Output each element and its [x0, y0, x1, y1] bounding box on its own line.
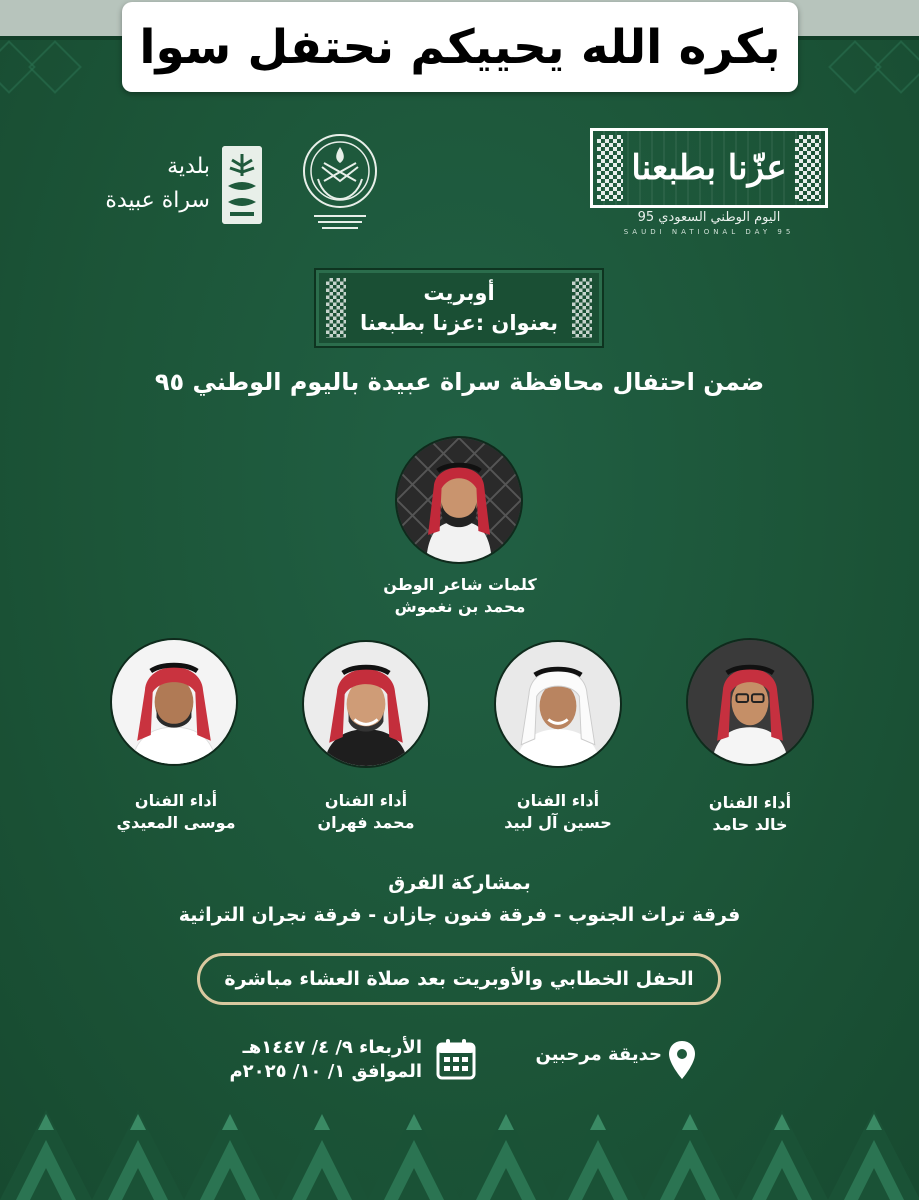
artist-caption: [660, 792, 840, 836]
decor-diamond: [28, 40, 82, 94]
artist-role: أداء الفنان: [516, 791, 600, 810]
poet-caption: [360, 574, 560, 618]
checker-pattern: [326, 278, 346, 338]
date-block: [210, 1036, 476, 1086]
municipality-emblem-icon: [222, 146, 262, 224]
event-subtitle: ضمن احتفال محافظة سراة عبيدة باليوم الوطني ٩٥: [154, 368, 765, 396]
time-note-pill: [197, 953, 721, 1005]
location-block: [510, 1036, 700, 1086]
artist-role: أداء الفنان: [708, 793, 792, 812]
national-day-logo: [590, 128, 830, 234]
checker-pattern: [597, 135, 623, 201]
poet-role: كلمات شاعر الوطن: [383, 575, 537, 594]
municipality-name: [105, 150, 210, 218]
national-day-subtitle-ar: اليوم الوطني السعودي 95: [637, 210, 781, 225]
operetta-line2: بعنوان :عزنا بطبعنا: [359, 311, 559, 335]
operetta-title-box: [314, 268, 604, 348]
date-text: [229, 1036, 422, 1084]
artist-name: موسى المعيدي: [116, 813, 236, 832]
artist-portrait: [494, 640, 622, 768]
artist-role: أداء الفنان: [324, 791, 408, 810]
poet-name: محمد بن نغموش: [394, 597, 526, 616]
time-note-text: الحفل الخطابي والأوبريت بعد صلاة العشاء مباشرة: [224, 968, 694, 990]
bottom-decorative-pattern: [0, 1100, 919, 1200]
artist-name: خالد حامد: [712, 815, 788, 834]
operetta-line1: أوبريت: [423, 281, 495, 305]
decor-diamond: [874, 40, 919, 94]
calendar-icon: [436, 1038, 476, 1080]
artist-caption: [468, 790, 648, 834]
location-text: حديقة مرحبين: [535, 1044, 662, 1065]
date-gregorian: الموافق ١/ ١٠/ ٢٠٢٥م: [229, 1061, 422, 1082]
teams-list: فرقة تراث الجنوب - فرقة فنون جازان - فرقة نجران التراثية: [178, 904, 741, 926]
date-hijri: الأربعاء ٩/ ٤/ ١٤٤٧هـ: [242, 1037, 422, 1058]
artist-name: حسين آل لبيد: [504, 813, 612, 832]
artist-caption: [276, 790, 456, 834]
national-day-logo-box: [590, 128, 828, 208]
poet-portrait: [395, 436, 523, 564]
headline-banner: [122, 2, 798, 92]
artist-name: محمد فهران: [317, 813, 415, 832]
municipality-logo: [70, 142, 266, 228]
headline-text: بكره الله يحييكم نحتفل سوا: [139, 19, 781, 75]
artist-portrait: [110, 638, 238, 766]
operetta-title: [356, 278, 562, 338]
artist-portrait: [686, 638, 814, 766]
municipality-line1: بلدية: [167, 154, 210, 179]
artist-caption: [86, 790, 266, 834]
national-day-subtitle-en: SAUDI NATIONAL DAY 95: [623, 228, 795, 236]
municipality-line2: سراة عبيدة: [105, 188, 210, 213]
teams-title: بمشاركة الفرق: [388, 872, 531, 894]
checker-pattern: [795, 135, 821, 201]
artist-role: أداء الفنان: [134, 791, 218, 810]
checker-pattern: [572, 278, 592, 338]
ministry-emblem-icon: [300, 133, 380, 237]
national-day-title: عزّنا بطبعنا: [631, 148, 787, 188]
map-pin-icon: [668, 1040, 696, 1080]
artist-portrait: [302, 640, 430, 768]
